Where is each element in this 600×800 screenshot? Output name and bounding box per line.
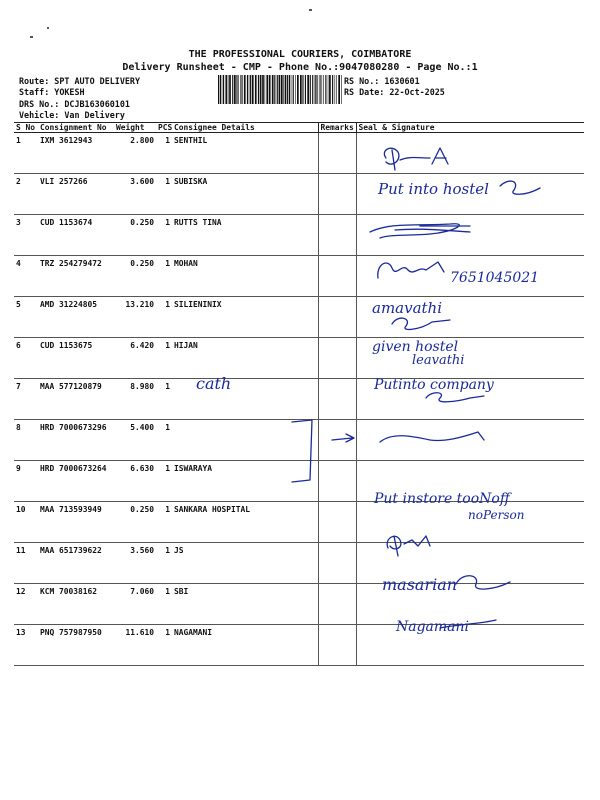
barcode-bar [322,75,323,104]
barcode-bar [277,75,278,104]
consignee-cell: SUBISKA [172,174,318,215]
weight-cell: 8.980 [114,379,156,420]
pcs-cell: 1 [156,297,172,338]
barcode-bar [222,75,223,104]
barcode-bar [258,75,259,104]
barcode-bar [297,75,299,104]
pcs-cell: 1 [156,543,172,584]
consignee-cell: HIJAN [172,338,318,379]
barcode-bar [302,75,303,104]
handwritten-note-row-6-a: given hostel [372,339,459,355]
consignment-cell: HRD 7000673264 [38,461,114,502]
barcode-bar [269,75,271,104]
weight-cell: 0.250 [114,256,156,297]
barcode-bar [323,75,324,104]
consignee-cell: MOHAN [172,256,318,297]
barcode-bar [335,75,336,104]
barcode-bar [336,75,337,104]
seal-signature-cell [356,461,584,502]
consignment-cell: MAA 577120879 [38,379,114,420]
barcode-bar [238,75,239,104]
seal-signature-cell [356,502,584,543]
table-header-row [14,123,584,133]
weight-cell: 3.560 [114,543,156,584]
weight-cell: 0.250 [114,215,156,256]
table-row [14,133,584,174]
barcode-bar [325,75,326,104]
table-row [14,174,584,215]
delivery-table [14,122,584,666]
barcode-bar [250,75,251,104]
seal-signature-cell [356,625,584,666]
barcode-bar [289,75,290,104]
barcode-bar [310,75,311,104]
barcode-bar [315,75,316,104]
barcode-bar [218,75,219,104]
barcode-bar [223,75,224,104]
barcode-bar [305,75,306,104]
weight-cell: 7.060 [114,584,156,625]
weight-cell: 3.600 [114,174,156,215]
table-row [14,379,584,420]
barcode-bar [234,75,236,104]
pcs-cell: 1 [156,502,172,543]
consignee-cell: NAGAMANI [172,625,318,666]
handwritten-note-row-2: Put into hostel [378,180,489,198]
remarks-cell [318,379,356,420]
remarks-cell [318,215,356,256]
col-consignment: Consignment No [38,123,114,133]
seal-signature-cell [356,338,584,379]
barcode-bar [229,75,231,104]
pcs-cell: 1 [156,215,172,256]
barcode-bar [255,75,257,104]
barcode-bar [249,75,250,104]
scan-speck [309,9,312,11]
consignee-cell: SBI [172,584,318,625]
scan-speck [30,36,33,38]
vehicle-line: Vehicle: Van Delivery [19,110,125,120]
weight-cell: 0.250 [114,502,156,543]
consignee-cell [172,420,318,461]
seal-signature-cell [356,174,584,215]
barcode-bar [260,75,262,104]
remarks-cell [318,543,356,584]
seal-signature-cell [356,297,584,338]
col-pcs: PCS [158,123,172,132]
barcode-bar [293,75,294,104]
barcode-bar [262,75,264,104]
barcode-bar [252,75,254,104]
consignment-cell: MAA 651739622 [38,543,114,584]
barcode-bar [312,75,313,104]
consignee-cell: RUTTS TINA [172,215,318,256]
barcode-bar [220,75,221,104]
handwritten-note-row-6-b: leavathi [412,353,465,368]
remarks-cell [318,174,356,215]
pcs-cell: 1 [156,174,172,215]
table-row [14,543,584,584]
table-row [14,461,584,502]
weight-cell: 6.420 [114,338,156,379]
remarks-cell [318,502,356,543]
consignee-cell: JS [172,543,318,584]
pcs-cell: 1 [156,338,172,379]
consignee-cell: SILIENINIX [172,297,318,338]
remarks-cell [318,297,356,338]
sno-cell: 2 [14,174,38,215]
sno-cell: 5 [14,297,38,338]
sno-cell: 3 [14,215,38,256]
table-row [14,625,584,666]
barcode-bar [272,75,274,104]
barcode-bar [287,75,288,104]
handwritten-note-row-5: amavathi [372,299,443,317]
barcode-bar [225,75,227,104]
table-row [14,256,584,297]
barcode-bar [329,75,331,104]
pcs-cell: 1 [156,625,172,666]
barcode-bar [328,75,329,104]
weight-cell: 5.400 [114,420,156,461]
remarks-cell [318,584,356,625]
sno-cell: 12 [14,584,38,625]
handwritten-phone-row-4: 7651045021 [450,270,540,286]
sno-cell: 10 [14,502,38,543]
seal-signature-cell [356,256,584,297]
barcode-bar [265,75,266,104]
consignment-cell: IXM 3612943 [38,133,114,174]
sno-cell: 9 [14,461,38,502]
handwritten-note-row-12: masarian [382,575,458,594]
consignment-cell: KCM 70038162 [38,584,114,625]
handwritten-name-row-13: Nagamani [396,619,470,635]
barcode-bar [316,75,317,104]
barcode-bar [241,75,242,104]
barcode-bar [274,75,275,104]
remarks-cell [318,256,356,297]
pcs-cell: 1 [156,420,172,461]
consignment-cell: AMD 31224805 [38,297,114,338]
scan-speck [47,27,49,29]
barcode-bar [307,75,309,104]
barcode-bar [228,75,229,104]
barcode-bar [247,75,248,104]
barcode [218,75,342,104]
barcode-bar [281,75,283,104]
pcs-cell: 1 [156,133,172,174]
barcode-bar [291,75,292,104]
table-row [14,584,584,625]
barcode-bar [232,75,233,104]
remarks-cell [318,461,356,502]
pcs-cell: 1 [156,461,172,502]
runsheet-title: Delivery Runsheet - CMP - Phone No.:9047080280 - Page No.:1 [122,62,478,73]
barcode-bar [332,75,333,104]
barcode-bar [279,75,281,104]
sno-cell: 1 [14,133,38,174]
consignment-cell: MAA 713593949 [38,502,114,543]
barcode-bar [319,75,320,104]
col-weight: Weight [114,123,156,133]
pcs-cell: 1 [156,584,172,625]
route-line: Route: SPT AUTO DELIVERY [19,76,141,86]
consignee-cell: ISWARAYA [172,461,318,502]
seal-signature-cell [356,133,584,174]
consignee-cell: SANKARA HOSPITAL [172,502,318,543]
col-sno: S No [14,123,38,133]
seal-signature-cell [356,379,584,420]
consignee-cell [172,379,318,420]
barcode-bar [300,75,302,104]
sno-cell: 4 [14,256,38,297]
seal-signature-cell [356,420,584,461]
table-row [14,297,584,338]
seal-signature-cell [356,584,584,625]
consignment-cell: CUD 1153674 [38,215,114,256]
remarks-cell [318,625,356,666]
barcode-bar [338,75,340,104]
col-remarks: Remarks [318,123,356,133]
sno-cell: 13 [14,625,38,666]
barcode-bar [295,75,296,104]
drs-number: DRS No.: DCJB163060101 [19,99,130,109]
handwritten-consignee-row-7: cath [196,374,232,393]
col-consignee: Consignee Details [172,123,318,133]
rs-date: RS Date: 22-Oct-2025 [344,87,445,97]
sno-cell: 7 [14,379,38,420]
seal-signature-cell [356,543,584,584]
company-name: THE PROFESSIONAL COURIERS, COIMBATORE [188,49,412,60]
sno-cell: 11 [14,543,38,584]
barcode-bar [266,75,268,104]
weight-cell: 11.610 [114,625,156,666]
weight-cell: 6.630 [114,461,156,502]
barcode-bar [240,75,241,104]
barcode-bar [236,75,237,104]
sno-cell: 6 [14,338,38,379]
table-row [14,502,584,543]
col-seal-signature: Seal & Signature [356,123,584,133]
barcode-bar [283,75,284,104]
handwritten-note-row-10-b: noPerson [468,508,525,522]
barcode-bar [285,75,287,104]
staff-line: Staff: YOKESH [19,87,85,97]
table-row [14,420,584,461]
weight-cell: 2.800 [114,133,156,174]
table-row [14,338,584,379]
consignment-cell: CUD 1153675 [38,338,114,379]
remarks-cell [318,338,356,379]
sno-cell: 8 [14,420,38,461]
consignment-cell: HRD 7000673296 [38,420,114,461]
consignment-cell: TRZ 254279472 [38,256,114,297]
pcs-cell: 1 [156,256,172,297]
remarks-cell [318,133,356,174]
weight-cell: 13.210 [114,297,156,338]
table-row [14,215,584,256]
barcode-bar [244,75,246,104]
barcode-bar [320,75,321,104]
remarks-cell [318,420,356,461]
handwritten-note-row-10-a: Put instore tooNoff [374,491,510,507]
pcs-cell: 1 [156,379,172,420]
consignee-cell: SENTHIL [172,133,318,174]
barcode-bar [341,75,342,104]
rs-number: RS No.: 1630601 [344,76,420,86]
consignment-cell: VLI 257266 [38,174,114,215]
consignment-cell: PNQ 757987950 [38,625,114,666]
handwritten-note-row-7: Putinto company [374,377,494,393]
seal-signature-cell [356,215,584,256]
